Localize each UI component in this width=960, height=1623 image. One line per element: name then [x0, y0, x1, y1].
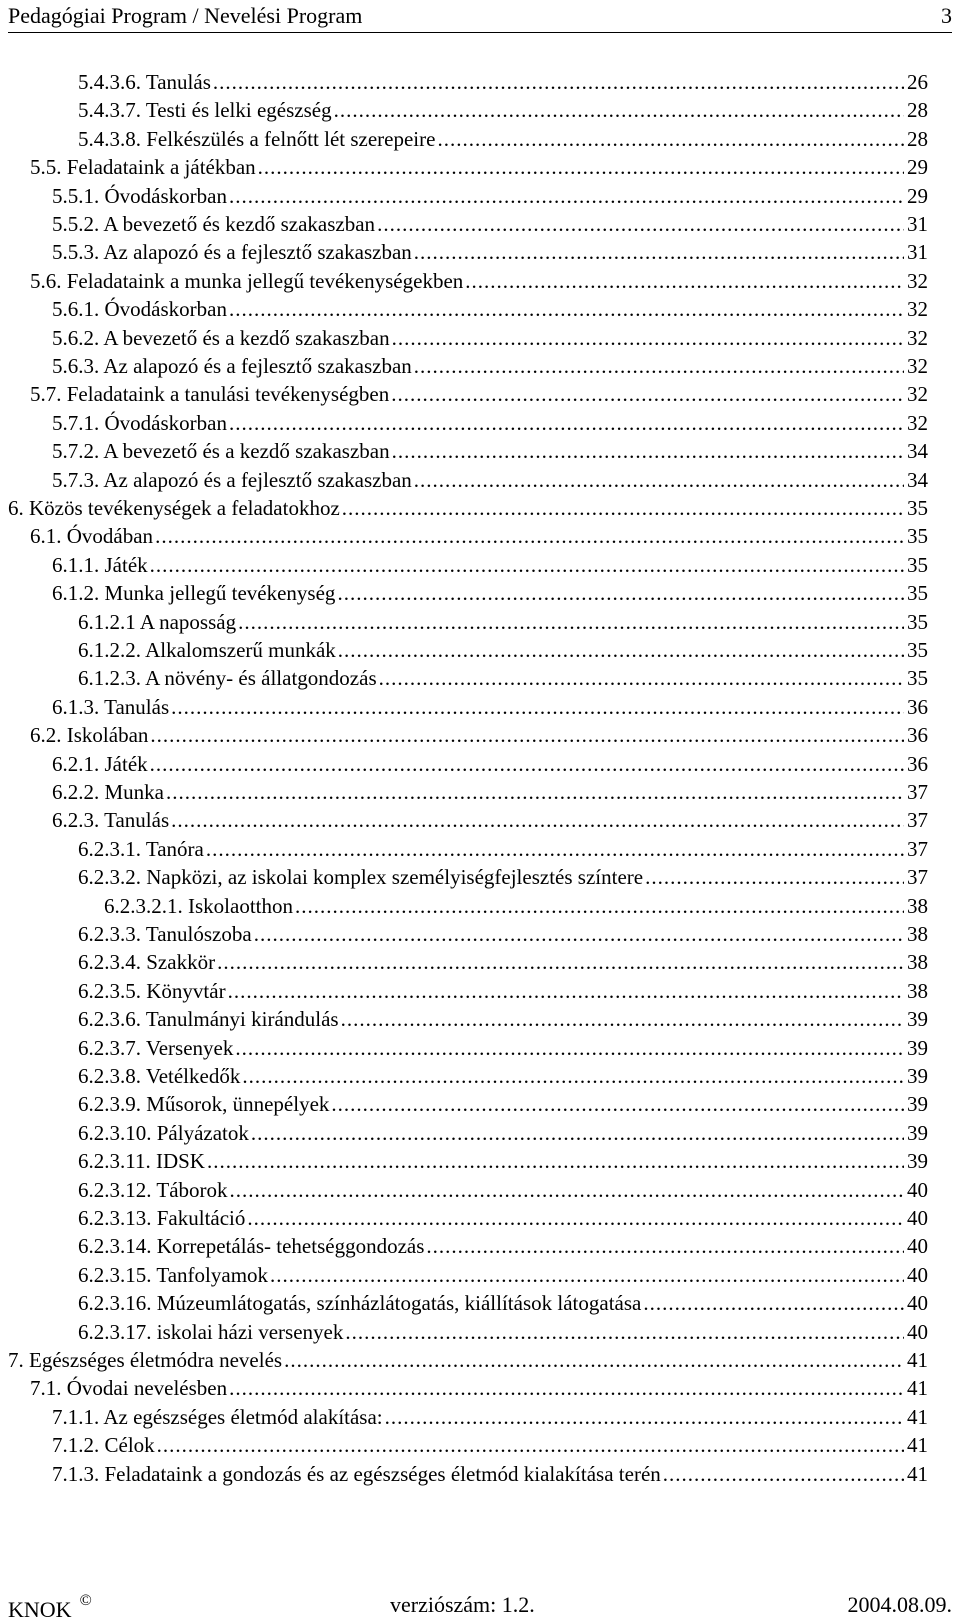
toc-entry-page: 29: [907, 155, 928, 180]
dot-leader: [229, 1374, 904, 1402]
dot-leader: [337, 579, 904, 607]
toc-entry[interactable]: [30, 380, 928, 408]
dot-leader: [414, 238, 904, 266]
toc-entry-label: 6.2.3.8. Vetélkedők: [78, 1064, 241, 1088]
toc-entry-label: 5.4.3.8. Felkészülés a felnőtt lét szerepeire: [78, 126, 436, 151]
toc-entry-page: 32: [907, 354, 928, 378]
dot-leader: [334, 96, 904, 124]
toc-entry-page: 37: [907, 780, 928, 804]
footer-version: verziószám: 1.2.: [390, 1592, 535, 1617]
toc-entry-page: 26: [907, 70, 928, 94]
toc-entry-page: 40: [907, 1206, 928, 1230]
toc-entry-label: 7. Egészséges életmódra nevelés: [8, 1348, 283, 1372]
toc-entry-label: 5.4.3.6. Tanulás: [78, 70, 211, 94]
dot-leader: [414, 352, 904, 380]
dot-leader: [206, 835, 904, 863]
toc-entry-label: 7.1.1. Az egészséges életmód alakítása:: [52, 1404, 383, 1429]
toc-entry-label: 6.2.3.13. Fakultáció: [78, 1206, 246, 1230]
toc-entry[interactable]: [78, 1318, 928, 1346]
toc-entry[interactable]: [52, 1431, 928, 1459]
dot-leader: [270, 1261, 904, 1289]
toc-entry-page: 32: [907, 382, 928, 407]
dot-leader: [643, 1289, 904, 1317]
dot-leader: [465, 267, 904, 295]
footer-date: 2004.08.09.: [847, 1592, 952, 1617]
toc-entry[interactable]: [78, 608, 928, 636]
dot-leader: [228, 977, 904, 1005]
dot-leader: [229, 295, 904, 323]
dot-leader: [663, 1460, 904, 1488]
toc-entry-page: 31: [907, 212, 928, 236]
toc-entry-label: 6.2.3.3. Tanulószoba: [78, 922, 252, 946]
toc-entry-label: 6.1. Óvodában: [30, 524, 154, 549]
toc-entry[interactable]: [52, 1403, 928, 1431]
toc-entry[interactable]: [8, 1346, 928, 1374]
toc-entry[interactable]: [104, 892, 928, 920]
toc-entry[interactable]: [52, 437, 928, 465]
toc-entry-page: 37: [907, 808, 928, 833]
toc-entry-page: 39: [907, 1064, 928, 1088]
toc-entry-label: 7.1.2. Célok: [52, 1433, 155, 1458]
toc-entry-label: 6.1.1. Játék: [52, 552, 148, 577]
toc-entry-label: 6.2.3.6. Tanulmányi kirándulás: [78, 1007, 339, 1032]
toc-entry-page: 28: [907, 126, 928, 151]
toc-entry[interactable]: [78, 835, 928, 863]
toc-entry[interactable]: [52, 182, 928, 210]
toc-entry-label: 6.1.2.3. A növény- és állatgondozás: [78, 666, 377, 691]
toc-entry[interactable]: [78, 1005, 928, 1033]
toc-entry-page: 38: [907, 893, 928, 918]
dot-leader: [341, 1005, 904, 1033]
toc-entry[interactable]: [78, 1090, 928, 1118]
toc-entry[interactable]: [52, 1460, 928, 1488]
toc-entry[interactable]: [30, 522, 928, 550]
toc-entry-label: 7.1.3. Feladataink a gondozás és az egészséges életmód kialakítása terén: [52, 1461, 661, 1486]
toc-entry-page: 39: [907, 1149, 928, 1174]
toc-entry[interactable]: [52, 210, 928, 238]
dot-leader: [414, 466, 904, 494]
toc-entry[interactable]: [52, 324, 928, 352]
toc-entry[interactable]: [52, 409, 928, 437]
toc-entry-page: 39: [907, 1035, 928, 1060]
dot-leader: [229, 409, 904, 437]
toc-entry-label: 6.2.3.16. Múzeumlátogatás, színházlátogatás, kiállítások látogatása: [78, 1291, 642, 1316]
toc-entry-label: 5.5. Feladataink a játékban: [30, 155, 256, 180]
toc-entry-label: 5.6.2. A bevezető és a kezdő szakaszban: [52, 325, 390, 350]
dot-leader: [426, 1232, 904, 1260]
toc-entry-page: 35: [907, 524, 928, 549]
toc-entry-page: 34: [907, 439, 928, 464]
toc-entry-page: 40: [907, 1234, 928, 1259]
dot-leader: [229, 182, 904, 210]
dot-leader: [157, 1431, 904, 1459]
toc-entry-label: 5.6. Feladataink a munka jellegű tevékenységekben: [30, 268, 464, 293]
toc-entry[interactable]: [52, 806, 928, 834]
page-header: [8, 0, 952, 33]
dot-leader: [171, 693, 904, 721]
toc-entry[interactable]: [78, 1261, 928, 1289]
toc-entry[interactable]: [78, 920, 928, 948]
toc-entry-page: 35: [907, 666, 928, 691]
toc-entry-page: 41: [907, 1433, 928, 1458]
toc-entry-label: 6.2.3.12. Táborok: [78, 1177, 228, 1202]
toc-entry[interactable]: [30, 721, 928, 749]
toc-entry[interactable]: [52, 778, 928, 806]
dot-leader: [377, 210, 904, 238]
toc-entry-page: 35: [907, 552, 928, 577]
toc-entry-label: 5.4.3.7. Testi és lelki egészség: [78, 98, 332, 123]
toc-entry[interactable]: [78, 1147, 928, 1175]
toc-entry-label: 5.7. Feladataink a tanulási tevékenységben: [30, 382, 390, 407]
toc-entry[interactable]: [78, 977, 928, 1005]
dot-leader: [342, 494, 904, 522]
toc-entry[interactable]: [78, 863, 928, 891]
dot-leader: [155, 522, 904, 550]
toc-entry[interactable]: [78, 96, 928, 124]
toc-entry[interactable]: [52, 238, 928, 266]
document-title: Pedagógiai Program / Nevelési Program: [8, 3, 363, 28]
toc-entry-page: 39: [907, 1092, 928, 1117]
dot-leader: [247, 1204, 904, 1232]
toc-entry[interactable]: [78, 664, 928, 692]
toc-entry-label: 6.2.3.2. Napközi, az iskolai komplex személyiségfejlesztés színtere: [78, 865, 644, 890]
toc-entry-page: 29: [907, 183, 928, 208]
dot-leader: [391, 380, 904, 408]
toc-entry[interactable]: [52, 693, 928, 721]
toc-entry[interactable]: [8, 494, 928, 522]
toc-entry[interactable]: [78, 1232, 928, 1260]
dot-leader: [379, 664, 904, 692]
toc-entry-page: 36: [907, 751, 928, 776]
toc-entry[interactable]: [30, 267, 928, 295]
toc-entry[interactable]: [78, 636, 928, 664]
toc-entry[interactable]: [78, 1204, 928, 1232]
toc-entry-page: 41: [907, 1376, 928, 1401]
page-footer: [8, 1584, 952, 1620]
toc-entry[interactable]: [52, 551, 928, 579]
toc-entry[interactable]: [78, 1034, 928, 1062]
toc-entry-label: 6.2.3.14. Korrepetálás- tehetséggondozás: [78, 1234, 425, 1259]
toc-entry-label: 6.2.3.4. Szakkör: [78, 950, 216, 975]
dot-leader: [284, 1346, 904, 1374]
dot-leader: [150, 551, 904, 579]
toc-entry-label: 6.2.3.2.1. Iskolaotthon: [104, 893, 293, 918]
copyright-symbol: ©: [79, 1592, 92, 1609]
toc-entry-label: 6.2.3. Tanulás: [52, 808, 170, 833]
toc-entry[interactable]: [30, 1374, 928, 1402]
dot-leader: [207, 1147, 904, 1175]
dot-leader: [213, 68, 904, 96]
toc-entry-label: 6.1.3. Tanulás: [52, 694, 170, 719]
dot-leader: [645, 863, 904, 891]
toc-entry[interactable]: [52, 750, 928, 778]
toc-entry-page: 38: [907, 950, 928, 975]
toc-entry-label: 6.2.3.5. Könyvtár: [78, 978, 226, 1003]
page-number: 3: [941, 3, 952, 28]
toc-entry-page: 38: [907, 922, 928, 946]
toc-entry-page: 36: [907, 723, 928, 748]
dot-leader: [217, 948, 904, 976]
toc-entry[interactable]: [52, 579, 928, 607]
dot-leader: [295, 892, 904, 920]
toc-entry[interactable]: [78, 1119, 928, 1147]
toc-entry-page: 41: [907, 1348, 928, 1372]
toc-entry[interactable]: [30, 153, 928, 181]
footer-org-name: KNOK: [8, 1597, 72, 1622]
toc-entry[interactable]: [78, 125, 928, 153]
toc-entry-label: 5.5.2. A bevezető és kezdő szakaszban: [52, 212, 376, 236]
dot-leader: [242, 1062, 904, 1090]
toc-entry[interactable]: [78, 1062, 928, 1090]
toc-entry-label: 5.5.1. Óvodáskorban: [52, 183, 227, 208]
toc-entry-label: 5.6.1. Óvodáskorban: [52, 297, 227, 322]
toc-entry[interactable]: [78, 68, 928, 96]
toc-entry-page: 40: [907, 1262, 928, 1287]
toc-entry[interactable]: [52, 295, 928, 323]
toc-entry-page: 38: [907, 978, 928, 1003]
toc-entry-label: 5.7.2. A bevezető és a kezdő szakaszban: [52, 439, 390, 464]
toc-entry-label: 6.2.3.15. Tanfolyamok: [78, 1262, 269, 1287]
toc-entry-label: 6.2.3.10. Pályázatok: [78, 1120, 249, 1145]
dot-leader: [338, 636, 904, 664]
toc-entry-label: 7.1. Óvodai nevelésben: [30, 1376, 228, 1401]
dot-leader: [238, 608, 904, 636]
toc-entry[interactable]: [78, 1176, 928, 1204]
toc-entry-page: 32: [907, 325, 928, 350]
toc-entry-label: 6.2. Iskolában: [30, 723, 149, 748]
dot-leader: [171, 806, 904, 834]
dot-leader: [345, 1318, 904, 1346]
toc-entry-label: 6.1.2. Munka jellegű tevékenység: [52, 581, 336, 606]
toc-entry-label: 5.5.3. Az alapozó és a fejlesztő szakaszban: [52, 240, 412, 265]
toc-entry-label: 6.1.2.1 A naposság: [78, 609, 237, 634]
toc-entry-page: 41: [907, 1404, 928, 1429]
toc-entry[interactable]: [52, 466, 928, 494]
toc-entry-page: 35: [907, 496, 928, 520]
dot-leader: [166, 778, 904, 806]
dot-leader: [385, 1403, 904, 1431]
dot-leader: [230, 1176, 904, 1204]
dot-leader: [392, 437, 904, 465]
toc-entry-page: 35: [907, 581, 928, 606]
toc-entry-page: 40: [907, 1291, 928, 1316]
toc-entry-page: 28: [907, 98, 928, 123]
toc-entry-label: 6.2.3.9. Műsorok, ünnepélyek: [78, 1092, 330, 1117]
toc-entry-page: 37: [907, 865, 928, 890]
toc-entry[interactable]: [52, 352, 928, 380]
dot-leader: [150, 721, 904, 749]
toc-entry-page: 32: [907, 268, 928, 293]
toc-entry-page: 37: [907, 836, 928, 861]
dot-leader: [331, 1090, 904, 1118]
toc-entry[interactable]: [78, 1289, 928, 1317]
dot-leader: [392, 324, 904, 352]
toc-entry-label: 6.2.3.11. IDSK: [78, 1149, 205, 1174]
toc-entry-page: 34: [907, 467, 928, 492]
footer-organization: [8, 1592, 92, 1623]
toc-entry-page: 32: [907, 297, 928, 322]
dot-leader: [254, 920, 904, 948]
toc-entry-page: 40: [907, 1177, 928, 1202]
toc-entry-label: 6.2.3.7. Versenyek: [78, 1035, 234, 1060]
toc-entry-page: 41: [907, 1461, 928, 1486]
toc-entry-page: 40: [907, 1319, 928, 1344]
toc-entry-label: 6.1.2.2. Alkalomszerű munkák: [78, 638, 336, 662]
toc-entry-page: 39: [907, 1007, 928, 1032]
toc-entry-page: 39: [907, 1120, 928, 1145]
toc-entry-label: 5.7.3. Az alapozó és a fejlesztő szakaszban: [52, 467, 412, 492]
dot-leader: [235, 1034, 904, 1062]
toc-entry-page: 36: [907, 694, 928, 719]
toc-entry[interactable]: [78, 948, 928, 976]
dot-leader: [258, 153, 904, 181]
dot-leader: [251, 1119, 904, 1147]
toc-entry-label: 6.2.1. Játék: [52, 751, 148, 776]
toc-entry-page: 31: [907, 240, 928, 265]
dot-leader: [150, 750, 904, 778]
toc-entry-label: 6.2.3.1. Tanóra: [78, 836, 204, 861]
dot-leader: [437, 125, 904, 153]
toc-entry-label: 6. Közös tevékenységek a feladatokhoz: [8, 496, 340, 520]
toc-entry-label: 5.7.1. Óvodáskorban: [52, 410, 227, 435]
toc-entry-page: 35: [907, 609, 928, 634]
toc-entry-label: 6.2.2. Munka: [52, 780, 164, 804]
toc-entry-page: 35: [907, 638, 928, 662]
toc-entry-label: 5.6.3. Az alapozó és a fejlesztő szakaszban: [52, 354, 412, 378]
toc-entry-label: 6.2.3.17. iskolai házi versenyek: [78, 1319, 344, 1344]
toc-entry-page: 32: [907, 410, 928, 435]
